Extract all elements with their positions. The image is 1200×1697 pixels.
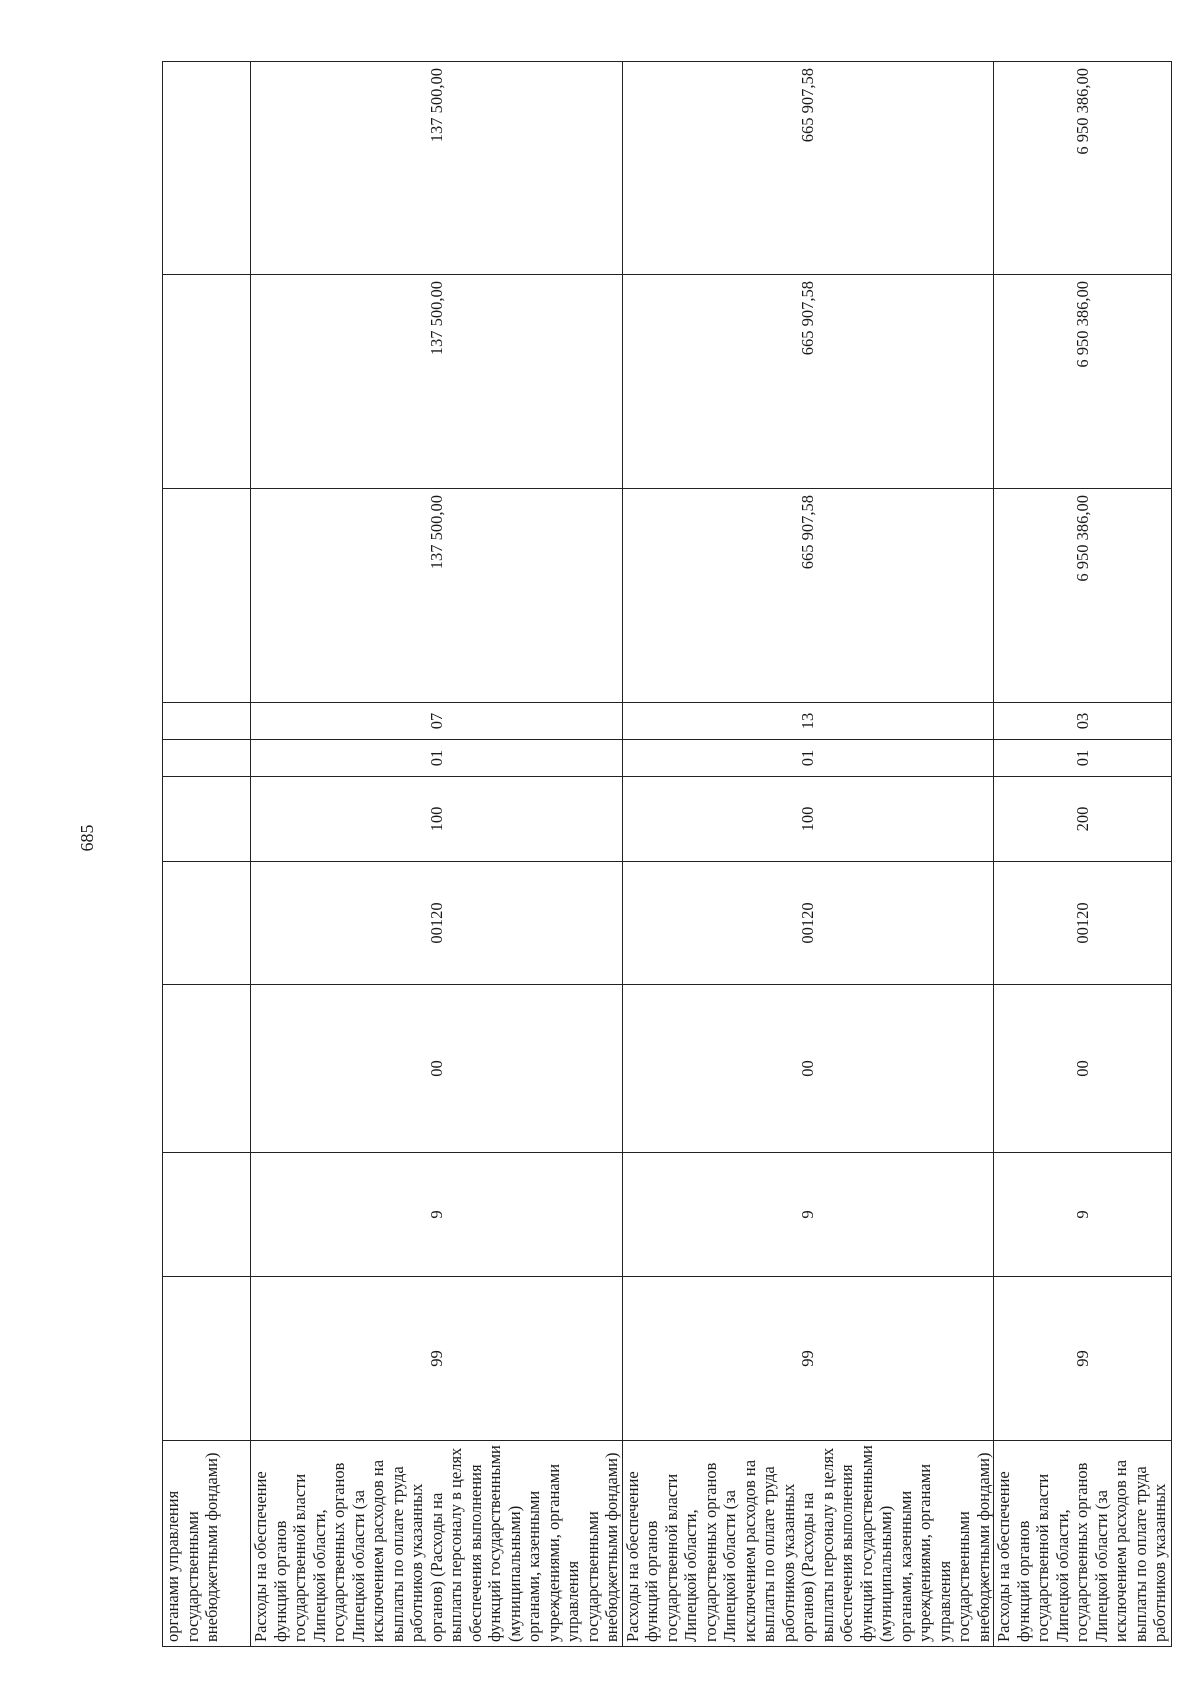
code-cell: 07 — [251, 703, 623, 740]
code-cell: 99 — [994, 1277, 1172, 1441]
code-cell: 00 — [251, 985, 623, 1153]
code-cell: 03 — [994, 703, 1172, 740]
amount-cell: 6 950 386,00 — [994, 275, 1172, 489]
code-cell — [163, 1153, 251, 1277]
row-description: Расходы на обеспечение функций органов государственной власти Липецкой области, государственных органов Липецкой области (за исключением расходов на выплаты по оплате труда работников указанных — [994, 1441, 1172, 1647]
code-cell: 99 — [622, 1277, 994, 1441]
table-wrapper — [162, 62, 1169, 1647]
code-cell — [163, 985, 251, 1153]
code-cell: 00120 — [622, 862, 994, 985]
code-cell: 00 — [622, 985, 994, 1153]
amount-cell: 665 907,58 — [622, 275, 994, 489]
amount-cell — [163, 62, 251, 275]
row-description: Расходы на обеспечение функций органов государственной власти Липецкой области, государственных органов Липецкой области (за исключением расходов на выплаты по оплате труда работников указанных органов) (Расходы на выплаты персоналу в целях обеспечения выполнения функций государственными (муниципальными) органами, казенными учреждениями, органами управления государственными внебюджетными фондами) — [622, 1441, 994, 1647]
amount-cell: 137 500,00 — [251, 489, 623, 703]
code-cell: 01 — [994, 740, 1172, 777]
amount-cell — [163, 489, 251, 703]
code-cell: 9 — [622, 1153, 994, 1277]
code-cell: 100 — [251, 777, 623, 862]
code-cell — [163, 862, 251, 985]
code-cell: 9 — [994, 1153, 1172, 1277]
amount-cell: 665 907,58 — [622, 62, 994, 275]
table-row — [622, 62, 994, 1647]
code-cell — [163, 777, 251, 862]
code-cell — [163, 703, 251, 740]
amount-cell — [163, 275, 251, 489]
code-cell: 99 — [251, 1277, 623, 1441]
code-cell: 00120 — [994, 862, 1172, 985]
table-row — [994, 62, 1172, 1647]
code-cell: 200 — [994, 777, 1172, 862]
code-cell: 100 — [622, 777, 994, 862]
amount-cell: 665 907,58 — [622, 489, 994, 703]
code-cell: 9 — [251, 1153, 623, 1277]
row-description: органами управления государственными внебюджетными фондами) — [163, 1441, 251, 1647]
code-cell: 00 — [994, 985, 1172, 1153]
amount-cell: 6 950 386,00 — [994, 489, 1172, 703]
code-cell: 00120 — [251, 862, 623, 985]
amount-cell: 6 950 386,00 — [994, 62, 1172, 275]
page-number: 685 — [77, 824, 97, 852]
amount-cell: 137 500,00 — [251, 62, 623, 275]
budget-table — [162, 61, 1172, 1647]
row-description: Расходы на обеспечение функций органов государственной власти Липецкой области, государственных органов Липецкой области (за исключением расходов на выплаты по оплате труда работников указанных органов) (Расходы на выплаты персоналу в целях обеспечения выполнения функций государственными (муниципальными) органами, казенными учреждениями, органами управления государственными внебюджетными фондами) — [251, 1441, 623, 1647]
code-cell — [163, 740, 251, 777]
rotated-table — [162, 62, 1169, 1647]
code-cell: 01 — [622, 740, 994, 777]
code-cell: 13 — [622, 703, 994, 740]
amount-cell: 137 500,00 — [251, 275, 623, 489]
code-cell — [163, 1277, 251, 1441]
code-cell: 01 — [251, 740, 623, 777]
table-row — [163, 62, 251, 1647]
table-row — [251, 62, 623, 1647]
